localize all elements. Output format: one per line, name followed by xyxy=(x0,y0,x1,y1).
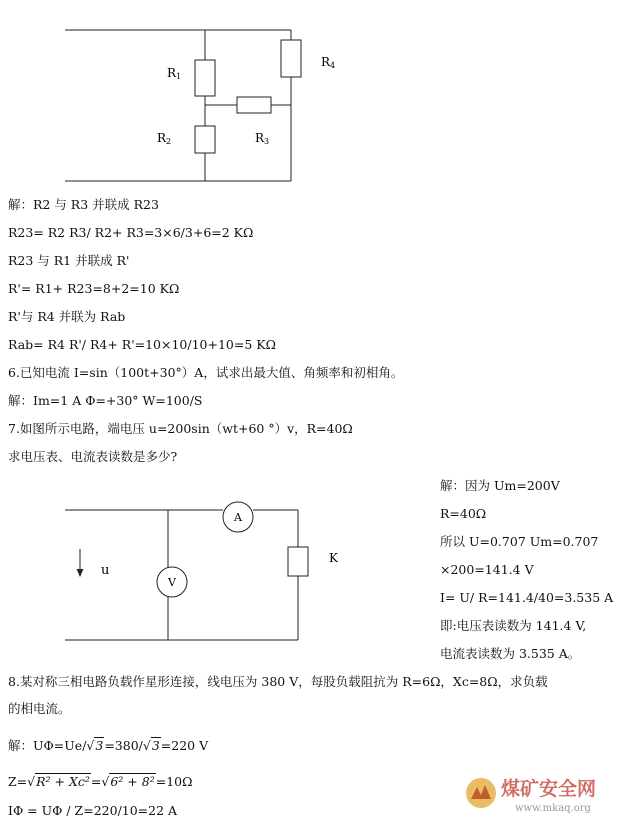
solution1-line-5: R'与 R4 并联为 Rab xyxy=(8,309,126,324)
solution1-line-6: Rab= R4 R'/ R4+ R'=10×10/10+10=5 KΩ xyxy=(8,337,276,352)
solution1-line-2: R23= R2 R3/ R2+ R3=3×6/3+6=2 KΩ xyxy=(8,225,254,240)
load-resistor xyxy=(288,547,308,576)
resistor-r3 xyxy=(237,97,271,113)
solution1-line-4: R'= R1+ R23=8+2=10 KΩ xyxy=(8,281,180,296)
problem7-answer-line-7: 电流表读数为 3.535 A。 xyxy=(440,646,581,661)
resistor-r4 xyxy=(281,40,301,77)
label-load-k: K xyxy=(329,551,338,565)
problem7-question-line-1: 7.如图所示电路，端电压 u=200sin（wt+60 °）v，R=40Ω xyxy=(8,421,353,436)
watermark-title: 煤矿安全网 xyxy=(501,778,597,800)
label-r3: R3 xyxy=(255,131,270,146)
problem7-answer-line-6: 即:电压表读数为 141.4 V, xyxy=(440,618,587,633)
problem7-answer-line-2: R=40Ω xyxy=(440,506,487,521)
resistor-r2 xyxy=(195,126,215,153)
label-ammeter: A xyxy=(234,511,242,524)
sqrt-3-a: √3 xyxy=(86,738,104,753)
problem8-impedance: Z=√R² + Xc²=√6² + 8²=10Ω xyxy=(8,774,193,789)
label-r2: R2 xyxy=(157,131,172,146)
sqrt-r-xc: √R² + Xc² xyxy=(27,774,90,789)
problem7-answer-line-1: 解：因为 Um=200V xyxy=(440,478,560,493)
label-r1: R1 xyxy=(167,66,182,81)
solution1-line-3: R23 与 R1 并联成 R' xyxy=(8,253,130,268)
solution1-line-1: 解：R2 与 R3 并联成 R23 xyxy=(8,197,159,212)
problem7-question-line-2: 求电压表、电流表读数是多少? xyxy=(8,449,178,464)
sqrt-6-8: √6² + 8² xyxy=(101,774,155,789)
label-voltmeter: V xyxy=(168,576,176,589)
resistor-r1 xyxy=(195,60,215,96)
site-watermark-logo xyxy=(463,771,613,817)
problem7-answer-line-5: I= U/ R=141.4/40=3.535 A xyxy=(440,590,614,605)
ac-circuit-diagram xyxy=(0,490,430,660)
label-source-u: u xyxy=(101,563,110,578)
problem8-phase-current: IΦ = UΦ / Z=220/10=22 A xyxy=(8,803,178,818)
problem6-question: 6.已知电流 I=sin（100t+30°）A，试求出最大值、角频率和初相角。 xyxy=(8,365,404,380)
problem7-answer-line-4: ×200=141.4 V xyxy=(440,562,534,577)
problem7-answer-line-3: 所以 U=0.707 Um=0.707 xyxy=(440,534,599,549)
problem6-answer: 解：Im=1 A Φ=+30° W=100/S xyxy=(8,393,203,408)
sqrt-3-b: √3 xyxy=(142,738,160,753)
watermark-url: www.mkaq.org xyxy=(515,803,591,814)
label-r4: R4 xyxy=(321,55,336,70)
problem8-question-line-2: 的相电流。 xyxy=(8,701,71,716)
problem8-phase-voltage: 解：UΦ=Ue/√3=380/√3=220 V xyxy=(8,738,209,753)
resistor-network-diagram xyxy=(0,0,619,200)
problem8-question-line-1: 8.某对称三相电路负载作星形连接，线电压为 380 V，每股负载阻抗为 R=6Ω，Xc=8Ω，求负载 xyxy=(8,674,548,689)
source-arrow-head xyxy=(77,569,84,577)
